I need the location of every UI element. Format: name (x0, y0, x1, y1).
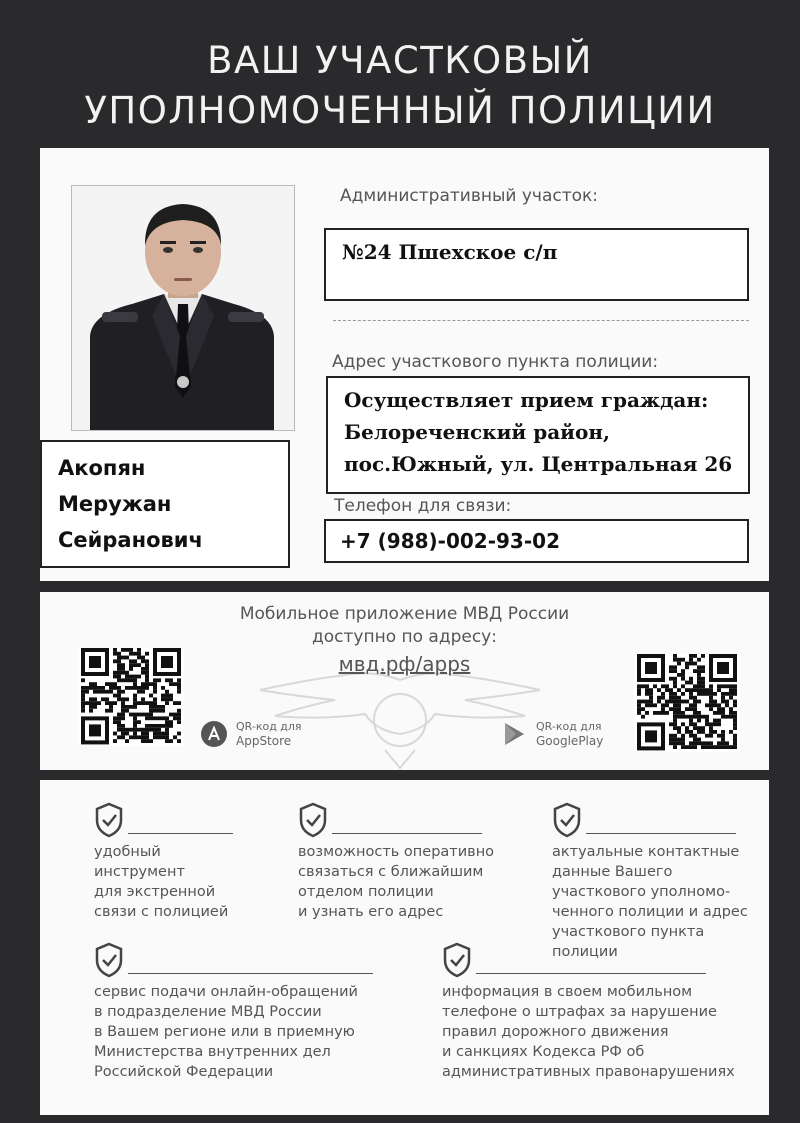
address-box (326, 376, 750, 494)
shield-check-icon (442, 942, 472, 978)
shield-check-icon (94, 802, 124, 838)
googleplay-label (500, 720, 603, 748)
officer-portrait (72, 186, 294, 430)
feature-3-text: актуальные контактные данные Вашего участкового уполномо- ченного полиции и адрес участкового пункта полиции (552, 844, 748, 960)
district-box (324, 228, 749, 301)
officer-surname: Акопян (58, 456, 146, 480)
officer-patronymic: Сейранович (58, 528, 203, 552)
phone-label: Телефон для связи: (334, 496, 512, 516)
address-line-2: Белореченский район, (344, 420, 610, 444)
qr-code-appstore (78, 648, 184, 746)
feature-1 (94, 802, 233, 922)
appstore-line-2: AppStore (236, 734, 292, 748)
address-line-3: пос.Южный, ул. Центральная 26 (344, 452, 733, 476)
shield-check-icon (552, 802, 582, 838)
address-line-1: Осуществляет прием граждан: (344, 388, 709, 412)
title-line-1: ВАШ УЧАСТКОВЫЙ (207, 39, 593, 82)
address-label: Адрес участкового пункта полиции: (332, 352, 659, 372)
shield-check-icon (298, 802, 328, 838)
appstore-line-1: QR-код для (236, 720, 302, 733)
qr-code-googleplay (634, 654, 740, 752)
phone-box (324, 519, 749, 563)
phone-value: +7 (988)-002-93-02 (340, 529, 560, 553)
officer-card (40, 148, 769, 581)
officer-name-box (40, 440, 290, 568)
feature-4-text: сервис подачи онлайн-обращений в подразделение МВД России в Вашем регионе или в приемную Министерства внутренних дел Российской Федерации (94, 984, 358, 1080)
feature-5-text: информация в своем мобильном телефоне о штрафах за нарушение правил дорожного движения и санкциях Кодекса РФ об административных правонарушениях (442, 984, 735, 1080)
app-promo (40, 592, 769, 770)
feature-3 (552, 802, 748, 962)
shield-check-icon (94, 942, 124, 978)
feature-1-text: удобный инструмент для экстренной связи с полицией (94, 844, 229, 920)
page-title (0, 36, 800, 136)
title-line-2: УПОЛНОМОЧЕННЫЙ ПОЛИЦИИ (84, 89, 716, 132)
app-line-1: Мобильное приложение МВД России (239, 604, 570, 624)
feature-4 (94, 942, 373, 1082)
apple-icon (200, 720, 228, 748)
district-value: №24 Пшехское с/п (342, 240, 558, 264)
features-panel (40, 780, 769, 1115)
divider (333, 320, 749, 321)
feature-2-text: возможность оперативно связаться с ближайшим отделом полиции и узнать его адрес (298, 844, 495, 920)
app-line-2: доступно по адресу: (312, 627, 497, 647)
google-play-icon (500, 720, 528, 748)
feature-2 (298, 802, 494, 922)
appstore-label (200, 720, 302, 748)
officer-photo (71, 185, 295, 431)
feature-5 (442, 942, 735, 1082)
app-link[interactable]: мвд.рф/apps (338, 652, 471, 676)
district-label: Административный участок: (340, 186, 599, 206)
googleplay-line-2: GooglePlay (536, 734, 604, 748)
googleplay-line-1: QR-код для (536, 720, 602, 733)
officer-first-name: Меружан (58, 492, 172, 516)
